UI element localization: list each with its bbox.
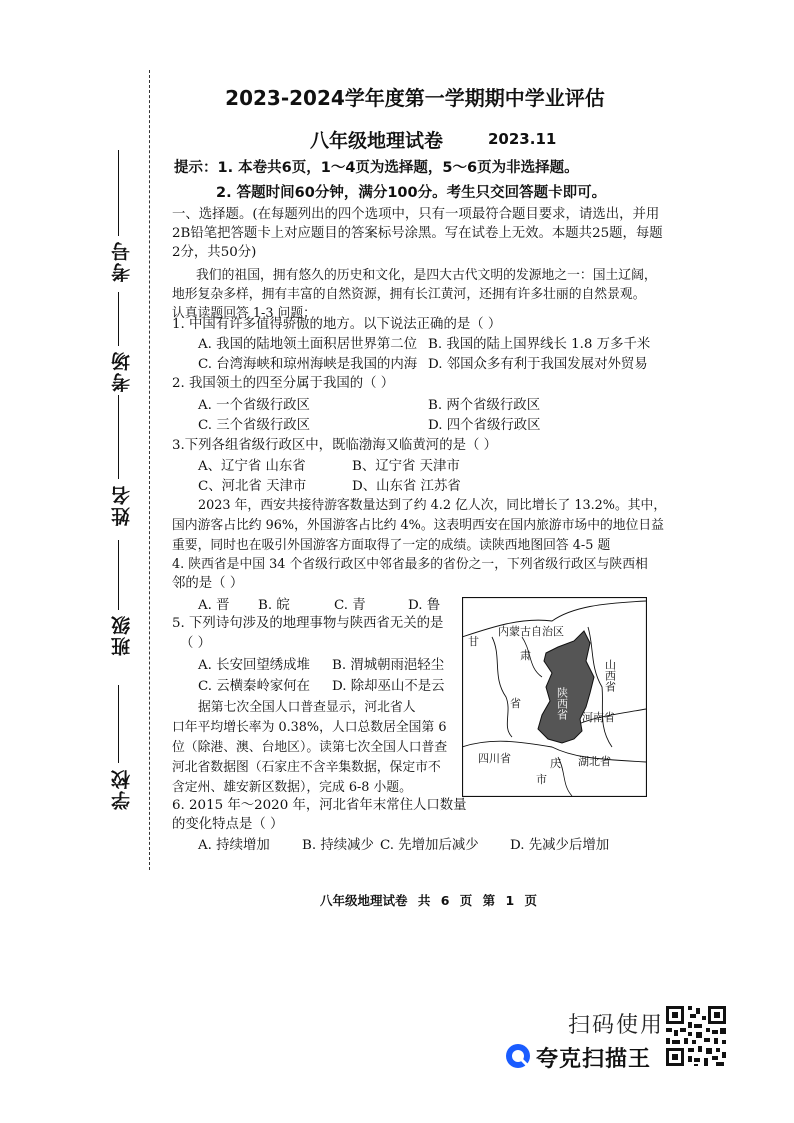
q6-stem-2: 的变化特点是（ ）	[172, 817, 284, 832]
scan-to-use-text: 扫码使用	[568, 1013, 665, 1038]
q4-stem-2: 邻的是（ ）	[172, 576, 244, 591]
school-underline	[118, 685, 119, 763]
q5-option-c: C. 云横秦岭家何在	[198, 679, 311, 694]
q5-option-b: B. 渭城朝雨浥轻尘	[332, 658, 445, 673]
label-shaanxi: 陕西省	[555, 687, 569, 720]
passage1-line-1: 我们的祖国，拥有悠久的历史和文化，是四大古代文明的发源地之一：国土辽阔，	[196, 268, 657, 283]
label-inner-mongolia: 内蒙古自治区	[498, 625, 564, 638]
passage1-line-2: 地形复杂多样，拥有丰富的自然资源，拥有长江黄河，还拥有许多壮丽的自然景观。	[172, 287, 646, 302]
q5-stem-2: （ ）	[180, 636, 212, 651]
name-label: 姓名	[111, 484, 133, 526]
label-sheng: 省	[510, 697, 521, 710]
q6-option-d: D. 先减少后增加	[510, 838, 610, 853]
passage2-line-2: 国内游客占比约 96%，外国游客占比约 4%。这表明西安在国内旅游市场中的地位日益	[172, 518, 664, 533]
label-gansu: 甘	[468, 635, 479, 648]
q5-stem-1: 5. 下列诗句涉及的地理事物与陕西省无关的是	[172, 616, 444, 631]
name-underline	[118, 395, 119, 479]
binding-dashed-line	[149, 70, 150, 870]
tip-line-1: 提示：1. 本卷共6页，1～4页为选择题，5～6页为非选择题。	[174, 160, 579, 176]
label-shanxi: 山西省	[603, 659, 617, 692]
class-underline	[118, 540, 119, 610]
q3-option-d: D、山东省 江苏省	[352, 479, 461, 494]
q1-option-c: C. 台湾海峡和琼州海峡是我国的内海	[198, 357, 418, 372]
q1-stem: 1. 中国有许多值得骄傲的地方。以下说法正确的是（ ）	[172, 317, 502, 332]
number-underline	[118, 150, 119, 236]
room-label: 考场	[111, 350, 133, 392]
scanner-brand-name: 夸克扫描王	[536, 1047, 652, 1072]
school-label: 学校	[111, 768, 133, 810]
label-henan: 河南省	[582, 711, 615, 724]
tip-line-2: 2. 答题时间60分钟，满分100分。考生只交回答题卡即可。	[216, 185, 607, 201]
number-label: 考号	[111, 240, 133, 282]
q3-option-b: B、辽宁省 天津市	[352, 459, 460, 474]
class-label: 班级	[111, 614, 133, 656]
section1-line-3: 2分，共50分)	[172, 245, 257, 260]
passage3-line-2: 口年平均增长率为 0.38%，人口总数居全国第 6	[172, 720, 447, 735]
passage3-line-1: 据第七次全国人口普查显示，河北省人	[198, 700, 416, 715]
q4-option-a: A. 晋	[198, 598, 230, 613]
exam-title: 2023-2024学年度第一学期期中学业评估	[225, 86, 605, 110]
q3-option-a: A、辽宁省 山东省	[198, 459, 306, 474]
passage3-line-3: 位（除港、澳、台地区）。读第七次全国人口普查	[172, 740, 448, 755]
q2-option-d: D. 四个省级行政区	[428, 418, 541, 433]
q5-option-a: A. 长安回望绣成堆	[198, 658, 310, 673]
quark-logo-icon	[505, 1043, 531, 1069]
shaanxi-map	[462, 597, 647, 797]
q3-stem: 3.下列各组省级行政区中，既临渤海又临黄河的是（ ）	[172, 438, 498, 453]
q4-option-d: D. 鲁	[408, 598, 441, 613]
label-ningxia: 肃	[520, 649, 531, 662]
q1-option-d: D. 邻国众多有利于我国发展对外贸易	[428, 357, 648, 372]
q2-option-c: C. 三个省级行政区	[198, 418, 311, 433]
q2-option-b: B. 两个省级行政区	[428, 398, 541, 413]
section1-line-2: 2B铅笔把答题卡上对应题目的答案标号涂黑。写在试卷上无效。本题共25题，每题	[172, 226, 663, 241]
qr-code-icon[interactable]	[664, 1004, 728, 1068]
q2-stem: 2. 我国领土的四至分属于我国的（ ）	[172, 376, 395, 391]
q6-option-c: C. 先增加后减少	[380, 838, 479, 853]
section1-line-1: 一、选择题。(在每题列出的四个选项中，只有一项最符合题目要求，请选出，并用	[172, 207, 660, 222]
q4-option-b: B. 皖	[258, 598, 290, 613]
label-shi: 市	[536, 773, 547, 786]
q1-option-a: A. 我国的陆地领土面积居世界第二位	[198, 337, 418, 352]
passage1-line-3: 认真读题回答 1-3 问题：	[172, 306, 316, 321]
exam-subtitle: 八年级地理试卷	[310, 130, 444, 152]
q3-option-c: C、河北省 天津市	[198, 479, 307, 494]
passage3-line-4: 河北省数据图（石家庄不含辛集数据，保定市不	[172, 760, 441, 775]
q4-stem-1: 4. 陕西省是中国 34 个省级行政区中邻省最多的省份之一，下列省级行政区与陕西相	[172, 557, 648, 572]
q6-option-a: A. 持续增加	[198, 838, 270, 853]
page-footer: 八年级地理试卷 共 6 页 第 1 页	[320, 893, 538, 908]
q4-option-c: C. 青	[334, 598, 366, 613]
room-underline	[118, 292, 119, 346]
q1-option-b: B. 我国的陆上国界线长 1.8 万多千米	[428, 337, 651, 352]
q5-option-d: D. 除却巫山不是云	[332, 679, 445, 694]
passage2-line-3: 重要，同时也在吸引外国游客方面取得了一定的成绩。读陕西地图回答 4-5 题	[172, 538, 611, 553]
passage3-line-5: 含定州、雄安新区数据），完成 6-8 小题。	[172, 780, 412, 795]
label-qing: 庆	[550, 757, 561, 770]
q6-option-b: B. 持续减少	[302, 838, 374, 853]
passage2-line-1: 2023 年，西安共接待游客数量达到了约 4.2 亿人次，同比增长了 13.2%。其中，	[198, 498, 667, 513]
q2-option-a: A. 一个省级行政区	[198, 398, 310, 413]
exam-date: 2023.11	[488, 130, 557, 148]
q6-stem-1: 6. 2015 年～2020 年，河北省年末常住人口数量	[172, 798, 467, 813]
label-sichuan: 四川省	[478, 752, 511, 765]
label-hubei: 湖北省	[578, 755, 611, 768]
